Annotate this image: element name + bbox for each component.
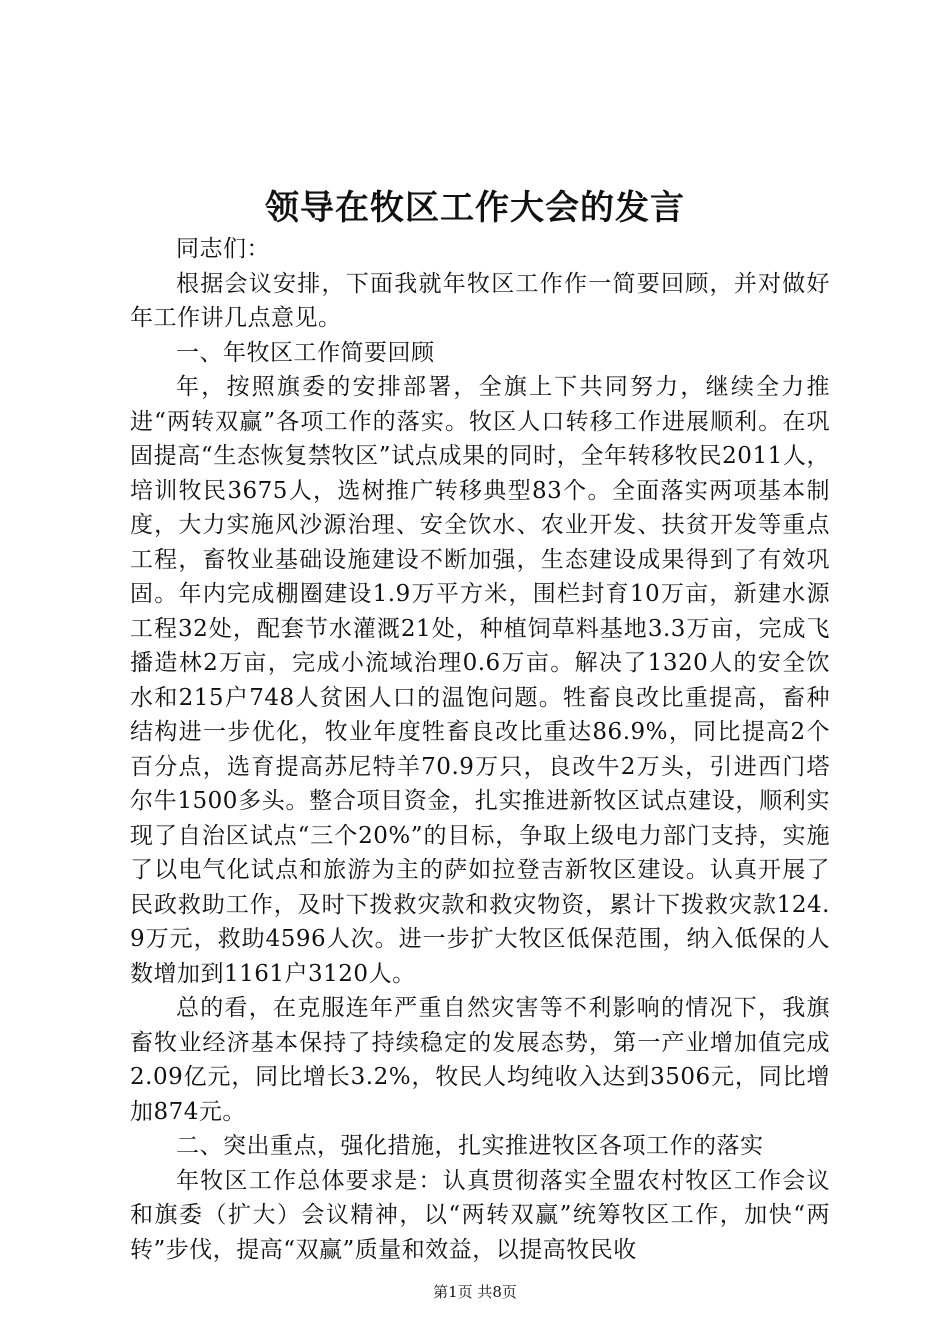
section-heading-1: 一、年牧区工作简要回顾 — [176, 339, 435, 366]
summary-paragraph: 总的看，在克服连年严重自然灾害等不利影响的情况下，我旗畜牧业经济基本保持了持续稳定的发展态势，第一产业增加值完成2.09亿元，同比增长3.2%，牧民人均纯收入达到3506元，同比增加874元。 — [130, 995, 830, 1125]
document-title: 领导在牧区工作大会的发言 — [265, 188, 685, 228]
page-footer: 第1页 共8页 — [433, 1283, 517, 1301]
review-paragraph: 年，按照旗委的安排部署，全旗上下共同努力，继续全力推进“两转双赢”各项工作的落实。牧区人口转移工作进展顺利。在巩固提高“生态恢复禁牧区”试点成果的同时，全年转移牧民2011人，培训牧民3675人，选树推广转移典型83个。全面落实两项基本制度，大力实施风沙源治理、安全饮水、农业开发、扶贫开发等重点工程，畜牧业基础设施建设不断加强，生态建设成果得到了有效巩固。年内完成棚圈建设1.9万平方米，围栏封育10万亩，新建水源工程32处，配套节水灌溉21处，种植饲草料基地3.3万亩，完成飞播造林2万亩，完成小流域治理0.6万亩。解决了1320人的安全饮水和215户748人贫困人口的温饱问题。牲畜良改比重提高，畜种结构进一步优化，牧业年度牲畜良改比重达86.9%，同比提高2个百分点，选育提高苏尼特羊70.9万只，良改牛2万头，引进西门塔尔牛1500多头。整合项目资金，扎实推进新牧区试点建设，顺利实现了自治区试点“三个20%”的目标，争取上级电力部门支持，实施了以电气化试点和旅游为主的萨如拉登吉新牧区建设。认真开展了民政救助工作，及时下拨救灾款和救灾物资，累计下拨救灾款124.9万元，救助4596人次。进一步扩大牧区低保范围，纳入低保的人数增加到1161户3120人。 — [130, 374, 830, 987]
intro-paragraph: 根据会议安排，下面我就年牧区工作作一简要回顾，并对做好年工作讲几点意见。 — [130, 270, 830, 331]
section-heading-2: 二、突出重点，强化措施，扎实推进牧区各项工作的落实 — [176, 1133, 764, 1159]
requirements-paragraph: 年牧区工作总体要求是：认真贯彻落实全盟农村牧区工作会议和旗委（扩大）会议精神，以“两转双赢”统筹牧区工作，加快“两转”步伐，提高“双赢”质量和效益，以提高牧民收 — [130, 1167, 830, 1263]
greeting-paragraph: 同志们： — [176, 236, 270, 262]
document-body — [130, 232, 830, 1267]
